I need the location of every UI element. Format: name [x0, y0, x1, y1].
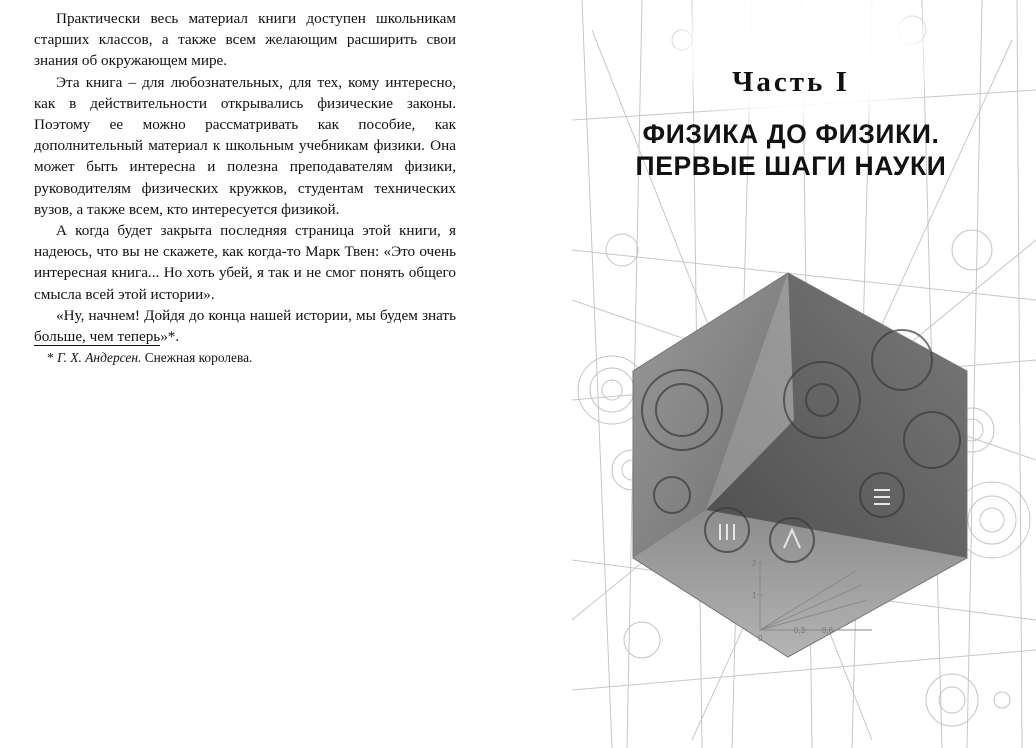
cube-illustration: [633, 273, 967, 657]
paragraph-2: Эта книга – для любознательных, для тех, кому интересно, как в действительности открывались физические законы. Поэтому ее можно рассматривать как пособие, как дополнительный материал к школьным учебникам физики. Она может быть интересна и полезна преподавателям физики, руководителям физических кружков, студентам технических вузов, а также всем, кто интересуется физикой.: [34, 73, 456, 218]
footnote: [47, 349, 252, 367]
graph-tick-x-1: 0,3: [794, 626, 806, 635]
part-title-line-2: ПЕРВЫЕ ШАГИ НАУКИ: [635, 151, 947, 181]
part-title: [572, 118, 1010, 182]
graph-tick-y-mid: 1: [752, 591, 757, 600]
right-page: [572, 0, 1036, 748]
part-label: Часть I: [732, 66, 850, 98]
graph-tick-x-2: 0,6: [822, 626, 834, 635]
paragraph-3: А когда будет закрыта последняя страница этой книги, я надеюсь, что вы не скажете, как когда-то Марк Твен: «Это очень интересная книга... Но хоть убей, я так и не смог понять общего смысла всей этой истории».: [34, 222, 456, 303]
footnote-author: Г. Х. Андерсен.: [57, 350, 142, 365]
footnote-marker: *: [47, 350, 54, 365]
part-title-line-1: ФИЗИКА ДО ФИЗИКИ.: [642, 119, 940, 149]
graph-tick-x-origin: 0: [758, 634, 763, 643]
paragraph-4: «Ну, начнем! Дойдя до конца нашей истории, мы будем знать больше, чем теперь»*.: [34, 306, 456, 346]
footnote-rule: [34, 345, 160, 346]
graph-tick-y-top: 2: [752, 559, 757, 568]
body-text: [34, 8, 456, 347]
chapter-cover-illustration: [572, 0, 1036, 748]
paragraph-1: Практически весь материал книги доступен школьникам старших классов, а также всем желающим расширить свои знания об окружающем мире.: [34, 10, 456, 70]
footnote-title: Снежная королева.: [144, 350, 253, 365]
